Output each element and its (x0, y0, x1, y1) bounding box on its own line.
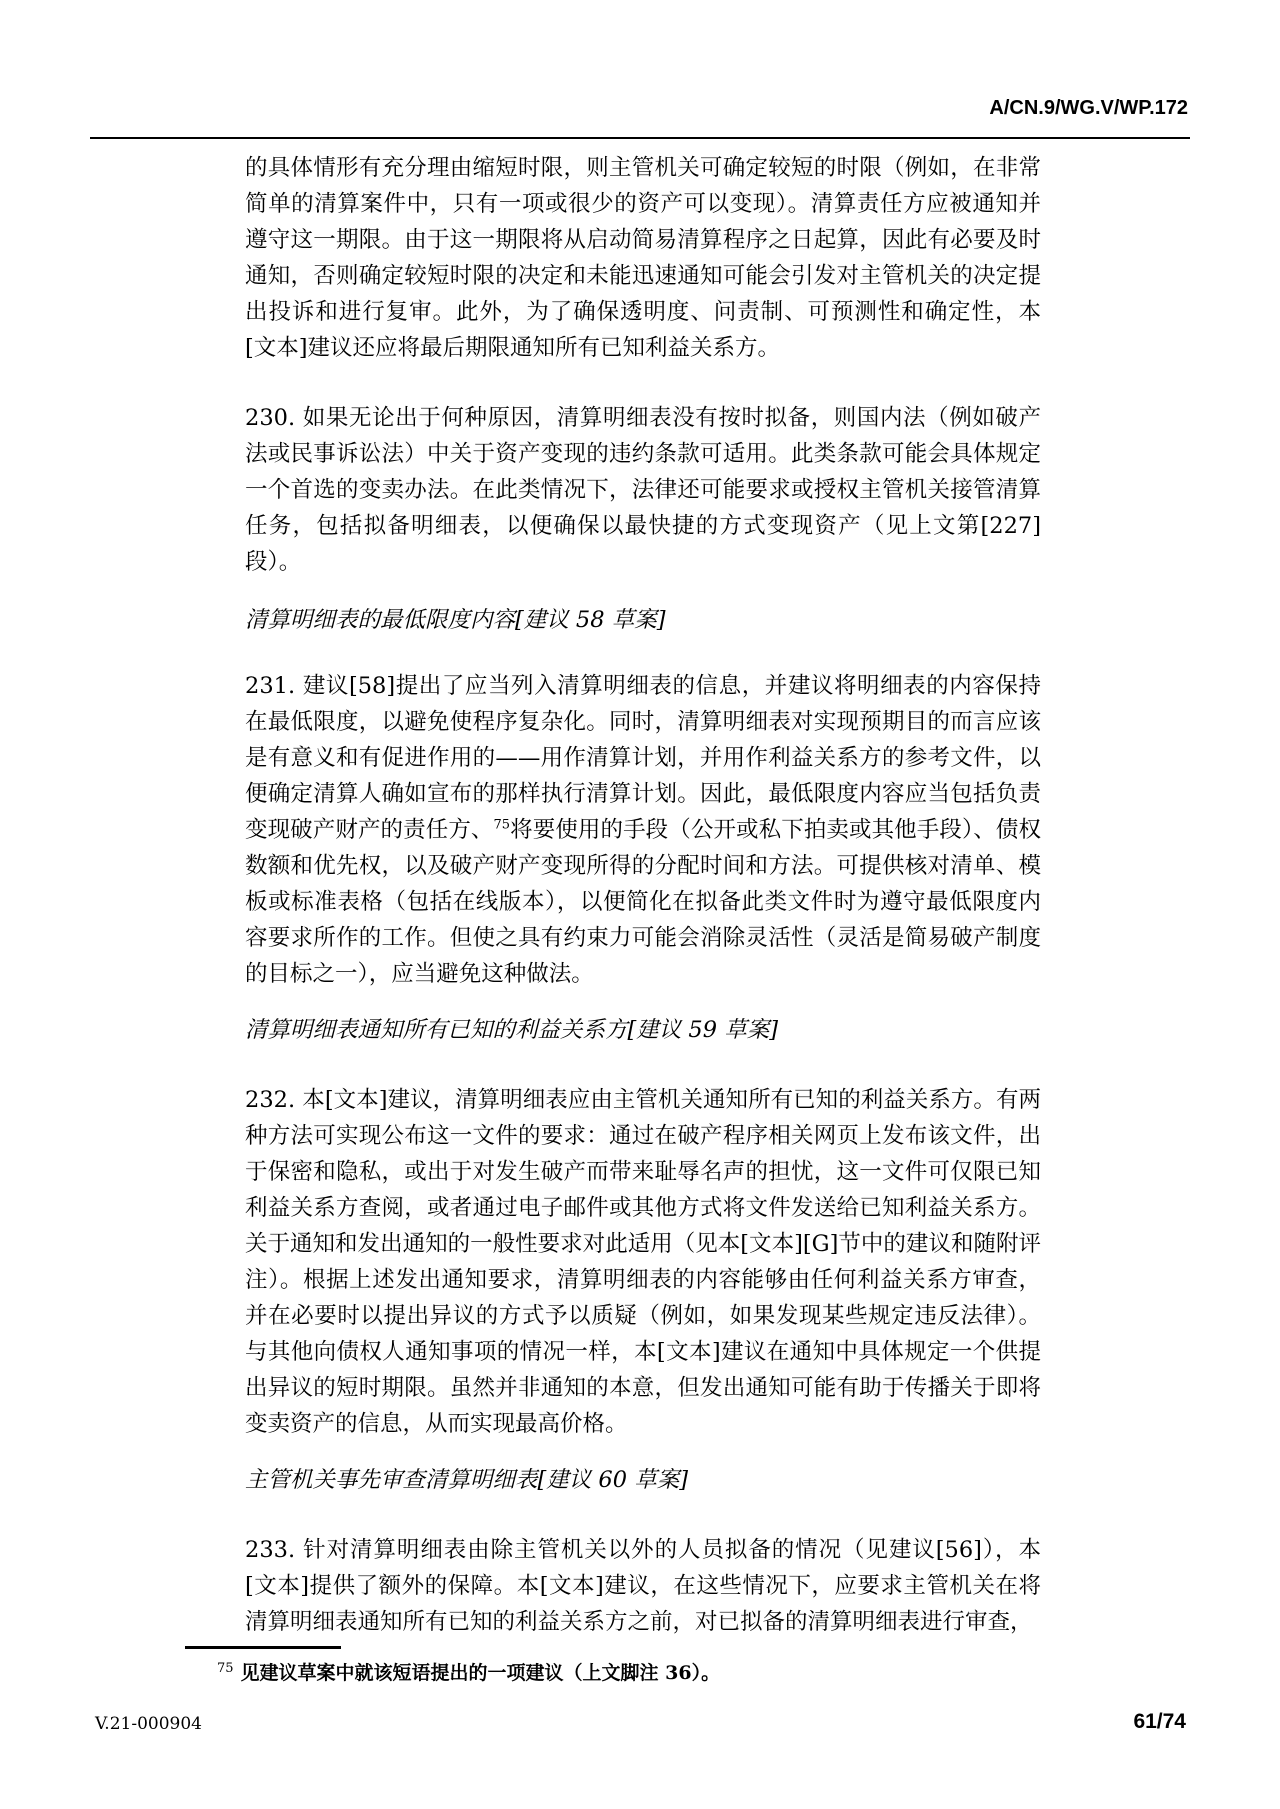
paragraph-230: 230. 如果无论出于何种原因，清算明细表没有按时拟备，则国内法（例如破产法或民事诉讼法）中关于资产变现的违约条款可适用。此类条款可能会具体规定一个首选的变卖办法。在此类情况下，法律还可能要求或授权主管机关接管清算任务，包括拟备明细表，以便确保以最快捷的方式变现资产（见上文第[227]段）。 (245, 405, 1041, 575)
paragraph-continuation: 的具体情形有充分理由缩短时限，则主管机关可确定较短的时限（例如，在非常简单的清算案件中，只有一项或很少的资产可以变现）。清算责任方应被通知并遵守这一期限。由于这一期限将从启动简易清算程序之日起算，因此有必要及时通知，否则确定较短时限的决定和未能迅速通知可能会引发对主管机关的决定提出投诉和进行复审。此外，为了确保透明度、问责制、可预测性和确定性，本[文本]建议还应将最后期限通知所有已知利益关系方。 (245, 155, 1041, 361)
footnote-75-text: 见建议草案中就该短语提出的一项建议（上文脚注 36）。 (240, 1662, 721, 1684)
paragraph-231-text-before-footnote: 231. 建议[58]提出了应当列入清算明细表的信息，并建议将明细表的内容保持在最低限度，以避免使程序复杂化。同时，清算明细表对实现预期目的而言应该是有意义和有促进作用的——用作清算计划，并用作利益关系方的参考文件，以便确定清算人确如宣布的那样执行清算计划。因此，最低限度内容应当包括负责变现破产财产的责任方、 (245, 673, 1041, 843)
paragraph-233: 233. 针对清算明细表由除主管机关以外的人员拟备的情况（见建议[56]），本[文本]提供了额外的保障。本[文本]建议，在这些情况下，应要求主管机关在将清算明细表通知所有已知的利益关系方之前，对已拟备的清算明细表进行审查， (245, 1537, 1041, 1635)
paragraph-231 (245, 668, 1041, 992)
paragraph-232: 232. 本[文本]建议，清算明细表应由主管机关通知所有已知的利益关系方。有两种方法可实现公布这一文件的要求：通过在破产程序相关网页上发布该文件，出于保密和隐私，或出于对发生破产而带来耻辱名声的担忧，这一文件可仅限已知利益关系方查阅，或者通过电子邮件或其他方式将文件发送给已知利益关系方。关于通知和发出通知的一般性要求对此适用（见本[文本][G]节中的建议和随附评注）。根据上述发出通知要求，清算明细表的内容能够由任何利益关系方审查，并在必要时以提出异议的方式予以质疑（例如，如果发现某些规定违反法律）。与其他向债权人通知事项的情况一样，本[文本]建议在通知中具体规定一个供提出异议的短时期限。虽然并非通知的本意，但发出通知可能有助于传播关于即将变卖资产的信息，从而实现最高价格。 (245, 1087, 1041, 1437)
header-divider (90, 137, 1190, 139)
document-symbol: A/CN.9/WG.V/WP.172 (989, 97, 1188, 119)
section-heading-recommendation-58: 清算明细表的最低限度内容[建议 58 草案] (245, 607, 666, 633)
footnote-divider (185, 1646, 341, 1649)
paragraph-231-text-after-footnote: 将要使用的手段（公开或私下拍卖或其他手段）、债权数额和优先权，以及破产财产变现所得的分配时间和方法。可提供核对清单、模板或标准表格（包括在线版本），以便简化在拟备此类文件时为遵守最低限度内容要求所作的工作。但使之具有约束力可能会消除灵活性（灵活是简易破产制度的目标之一），应当避免这种做法。 (245, 817, 1041, 987)
footnote-75-reference: 75 (493, 817, 511, 833)
section-heading-recommendation-60: 主管机关事先审查清算明细表[建议 60 草案] (245, 1467, 688, 1493)
footer-job-number: V.21-000904 (95, 1714, 202, 1734)
footer-page-indicator: 61/74 (1133, 1710, 1186, 1733)
footnote-75-marker: 75 (217, 1660, 234, 1676)
section-heading-recommendation-59: 清算明细表通知所有已知的利益关系方[建议 59 草案] (245, 1017, 778, 1043)
footnote-75 (217, 1660, 1007, 1687)
